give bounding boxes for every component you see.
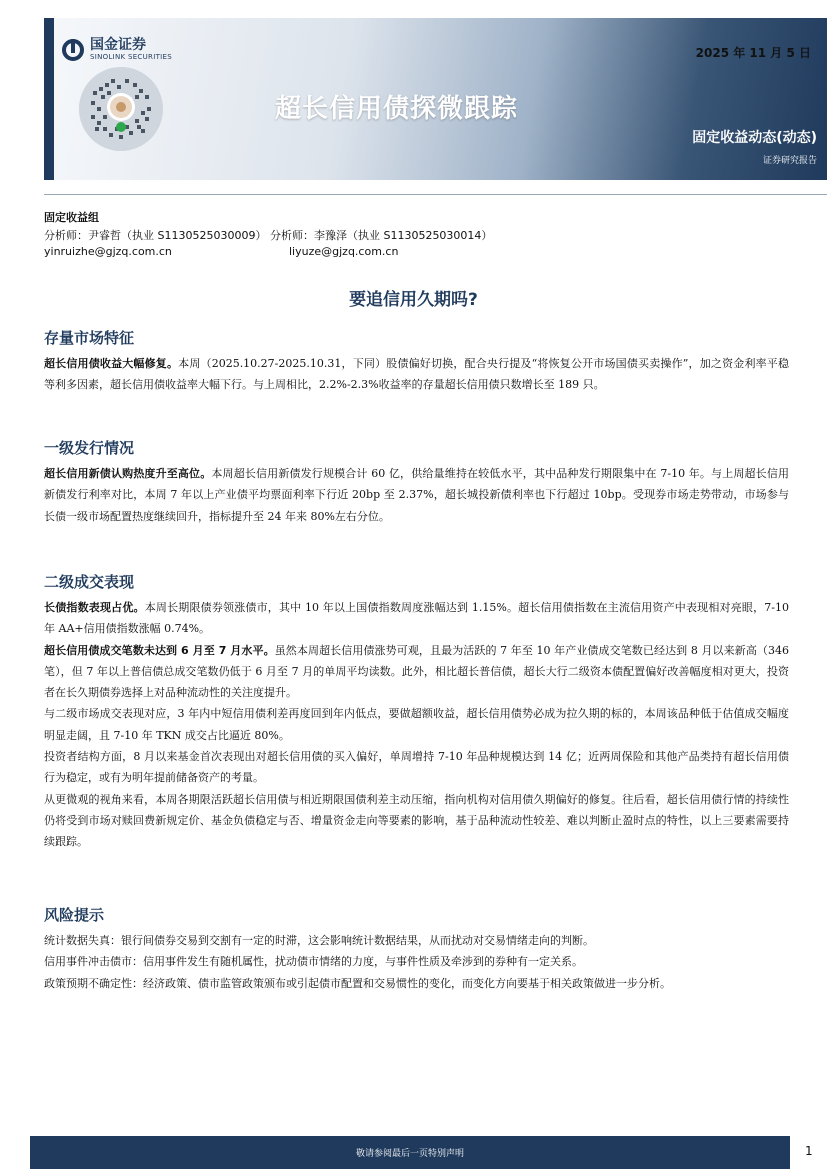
analyst-2-email[interactable]: liyuze@gjzq.com.cn [289,245,399,258]
report-title: 超长信用债探微跟踪 [275,94,519,124]
banner-accent-bar [44,18,54,180]
paragraph [44,746,789,789]
analyst-list [44,227,492,243]
page-headline: 要追信用久期吗? [349,290,478,310]
section-title: 一级发行情况 [44,439,135,457]
logo-mark-icon [62,39,84,61]
paragraph-text: 虽然本周超长信用债涨势可观，且最为活跃的 7 年至 10 年产业债成交笔数已经达到 8 月以来新高（346 笔），但 7 年以上普信债总成交笔数仍低于 6 月至 7 月的单周平均读数。此外，相比超长普信债，超长大行二级资本债配置偏好改善幅度相对更大，投资者在长久期债券选择上对品种流动性的关注度提升。 [44,643,790,700]
section-risk-warning [44,904,789,994]
divider [44,194,827,195]
analyst-1-email[interactable]: yinruizhe@gjzq.com.cn [44,245,172,258]
company-logo [62,37,172,62]
section-secondary-trading [44,571,789,853]
paragraph-text: 本周（2025.10.27-2025.10.31，下同）股债偏好切换，配合央行提及“将恢复公开市场国债买卖操作”，加之资金利率平稳等利多因素，超长信用债收益率大幅下行。与上周相比，2.2%-2.3%收益率的存量超长信用债只数增长至 189 只。 [44,357,789,392]
section-stock-market [44,327,789,396]
paragraph-text: 本周长期限债券领涨债市，其中 10 年以上国债指数周度涨幅达到 1.15%。超长信用债指数在主流信用资产中表现相对亮眼，7-10 年 AA+信用债指数涨幅 0.74%。 [44,601,790,636]
paragraph [44,640,789,704]
paragraph [44,789,789,853]
paragraph-text: 本周超长信用新债发行规模合计 60 亿，供给量维持在较低水平，其中品种发行期限集中在 7-10 年。与上周超长信用新债发行利率对比，本周 7 年以上产业债平均票面利率下行近 20bp 至 2.37%，超长城投新债利率也下行超过 10bp。受现券市场走势带动，市场参与长债一级市场配置热度继续回升，指标提升至 24 年来 80%左右分位。 [44,467,789,523]
logo-name: 国金证券 [90,37,146,53]
paragraph-text: 政策预期不确定性：经济政策、债市监管政策颁布或引起债市配置和交易惯性的变化，而变化方向要基于相关政策做进一步分析。 [44,976,671,990]
paragraph-text: 从更微观的视角来看，本周各期限活跃超长信用债与相近期限国债利差主动压缩，指向机构对信用债久期偏好的修复。往后看，超长信用债行情的持续性仍将受到市场对赎回费新规定价、基金负债稳定与否、增量资金走向等要素的影响，基于品种流动性较差、难以判断止盈时点的特性，以上三要素需要持续跟踪。 [44,792,789,849]
paragraph [44,973,789,994]
section-primary-issuance [44,437,789,527]
paragraph-lead: 长债指数表现占优。 [44,601,145,614]
footer-disclaimer: 敬请参阅最后一页特别声明 [355,1149,464,1159]
paragraph [44,353,789,396]
paragraph-text: 信用事件冲击债市：信用事件发生有随机属性，扰动债市情绪的力度，与事件性质及牵涉到的券种有一定关系。 [44,955,583,969]
paragraph [44,463,789,527]
analyst-2: 分析师：李豫泽（执业 S1130525030014） [269,229,493,242]
paragraph-text: 与二级市场成交表现对应，3 年内中短信用债利差再度回到年内低点，要做超额收益，超长信用债势必成为拉久期的标的，本周该品种低于估值成交幅度明显走阔，且 7-10 年 TKN 成交占比逼近 80%。 [44,707,789,742]
research-group: 固定收益组 [44,211,99,224]
section-title: 二级成交表现 [44,573,135,591]
paragraph-lead: 超长信用债收益大幅修复。 [44,357,179,370]
paragraph [44,930,789,951]
report-kind: 证券研究报告 [762,156,817,166]
paragraph-lead: 超长信用债成交笔数未达到 6 月至 7 月水平。 [44,643,275,657]
analyst-1: 分析师：尹睿哲（执业 S1130525030009） [44,229,267,242]
footer-bar [30,1136,790,1169]
paragraph-text: 统计数据失真：银行间债券交易到交割有一定的时滞，这会影响统计数据结果，从而扰动对交易情绪走向的判断。 [44,934,594,947]
paragraph [44,951,789,972]
section-title: 存量市场特征 [44,329,135,347]
page-number: 1 [805,1144,813,1158]
paragraph-lead: 超长信用新债认购热度升至高位。 [44,467,212,480]
paragraph [44,703,789,746]
report-type: 固定收益动态(动态) [692,130,817,146]
paragraph [44,597,789,640]
section-title: 风险提示 [44,906,105,924]
report-date: 2025 年 11 月 5 日 [695,46,811,60]
qr-code-icon [79,67,163,151]
paragraph-text: 投资者结构方面，8 月以来基金首次表现出对超长信用债的买入偏好，单周增持 7-10 年品种规模达到 14 亿；近两周保险和其他产品类持有超长信用债行为稳定，或有为明年提前储备资产的考量。 [44,750,789,785]
logo-subname: SINOLINK SECURITIES [90,53,172,61]
